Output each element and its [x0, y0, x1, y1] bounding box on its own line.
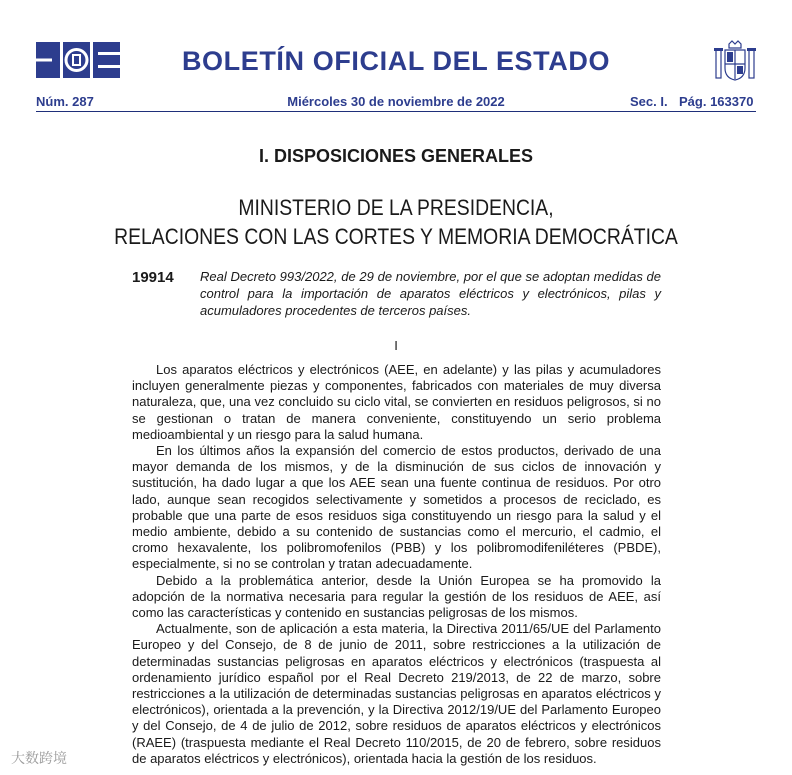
- ministry-line-1: MINISTERIO DE LA PRESIDENCIA,: [238, 195, 554, 220]
- coat-of-arms-icon: [712, 38, 758, 84]
- paragraph: En los últimos años la expansión del comercio de estos productos, derivado de una mayor demanda de los mismos, y de la disminución de sus ciclos de innovación y sustitución, ha dado lugar a que los AEE sean una fuente continua de residuos. Por otro lado, aunque sean recogidos selectivamente y sometidos a procesos de reciclado, es probable que una parte de esos residuos siga constituyendo un riesgo para la salud y el medio ambiente, debido a su contenido de sustancias como el mercurio, el cadmio, el cromo hexavalente, los polibromofenilos (PBB) y los polibromodifeniléteres (PBDE), especialmente, si no se controlan y tratan adecuadamente.: [132, 443, 661, 572]
- document-number: 19914: [132, 269, 174, 286]
- ministry-line-2: RELACIONES CON LAS CORTES Y MEMORIA DEMOCRÁTICA: [114, 224, 678, 249]
- paragraph: Actualmente, son de aplicación a esta materia, la Directiva 2011/65/UE del Parlamento Europeo y del Consejo, de 8 de junio de 2011, sobre restricciones a la utilización de determinadas sustancias peligrosas en aparatos eléctricos y electrónicos (traspuesta al ordenamiento jurídico español por el Real Decreto 219/2013, de 22 de marzo, sobre restricciones a la utilización de determinadas sustancias peligrosas en aparatos eléctricos y electrónicos), orientada a la prevención, y la Directiva 2012/19/UE del Parlamento Europeo y del Consejo, de 4 de julio de 2012, sobre residuos de aparatos eléctricos y electrónicos (RAEE) (traspuesta mediante el Real Decreto 110/2015, de 20 de febrero, sobre residuos de aparatos eléctricos y electrónicos), orientada hacia la gestión de los residuos.: [132, 621, 661, 766]
- issue-date: Miércoles 30 de noviembre de 2022: [287, 94, 505, 109]
- section-title: I. DISPOSICIONES GENERALES: [258, 146, 534, 166]
- masthead-title: BOLETÍN OFICIAL DEL ESTADO: [181, 46, 611, 76]
- issue-number: Núm. 287: [36, 94, 94, 109]
- chapter-numeral: I: [394, 338, 398, 353]
- body-text: [132, 362, 661, 767]
- paragraph: Debido a la problemática anterior, desde la Unión Europea se ha promovido la adopción de la normativa necesaria para regular la gestión de los residuos de AEE, así como las características y contenido en sustancias peligrosas de los mismos.: [132, 572, 661, 621]
- ministry-heading: [48, 193, 745, 251]
- document-title: Real Decreto 993/2022, de 29 de noviembre, por el que se adoptan medidas de control para la importación de aparatos eléctricos y electrónicos, pilas y acumuladores procedentes de terceros países.: [200, 269, 661, 318]
- section-label: Sec. I.: [630, 94, 668, 109]
- header-divider: [36, 111, 756, 112]
- paragraph: Los aparatos eléctricos y electrónicos (AEE, en adelante) y las pilas y acumuladores incluyen generalmente piezas y componentes, fabricados con materiales de muy diversa naturaleza, que, una vez concluido su ciclo vital, se convierten en residuos peligrosos, si no se gestionan o tratan de manera conveniente, constituyendo un serio problema medioambiental y un riesgo para la salud humana.: [132, 362, 661, 442]
- page-number: Pág. 163370: [679, 94, 754, 109]
- watermark: 大数跨境: [8, 748, 70, 768]
